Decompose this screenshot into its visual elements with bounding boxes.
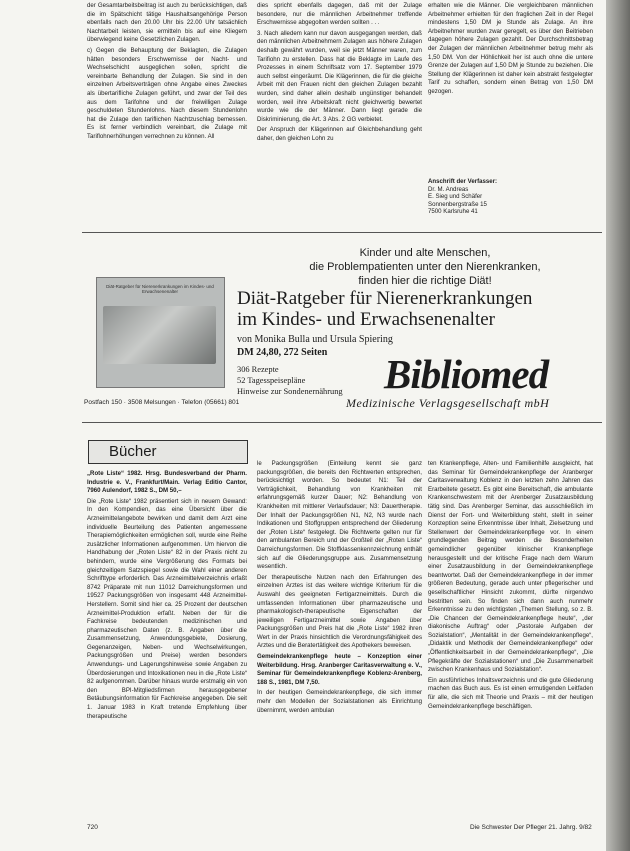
article-paragraph: dies spricht ebenfalls dagegen, daß mit der Zulage besondere, nur die männlichen Arbeitnehmer treffende Erschwernisse abgegolten werden sollten . . . xyxy=(257,2,422,27)
article-paragraph: c) Gegen die Behauptung der Beklagten, die Zulagen hätten besonders Erschwernisse der Nacht- und Wechselschicht ausgeglichen sollen, spricht die vereinbarte Behandlung der Zulagen. Sie sind in den einzelnen Arbeitsverträgen ohne Angabe eines Zweckes als übertarifliche Zulagen geführt, und zwar der Teil des aus dem Tarifohne und der freiwilligen Zulage geschuldeten Stundenlohns. Nach diesem Stundenlohn hat die Zulage den tariflichen Nachtzuschlag bemessen. Es ist ferner verbindlich vereinbart, die Zulage mit Tariflohnerhöhungen verrechnen zu können. All xyxy=(87,46,247,140)
book-features xyxy=(237,364,343,397)
address-line: E. Sieg und Schäfer xyxy=(428,193,483,200)
author-address xyxy=(428,178,588,216)
article-column-2 xyxy=(257,2,422,230)
section-title: Bücher xyxy=(109,443,157,460)
article-paragraph: der Gesamtarbeitsbeitrag ist auch zu berücksichtigen, daß die im Spätschicht tätige Haushaltsangehörige Person ebenfalls nach den 20.00 Uhr bis 22.00 Uhr tatsächlich Nachtarbeit leisten, sie ermitteln bis auf eine Kliegem überwiegend keine Gesetzlichen Zulagen. xyxy=(87,2,247,44)
article-paragraph: erhalten wie die Männer. Die vergleichbaren männlichen Arbeitnehmer erhielten für den fraglichen Zeit in der Regel mindestens 1,50 DM je Stunde als Zulage. An ihre Arbeitnehmer wurden zwar geregelt, es über den Beitrieben dagegen höhere Zulagen gezahlt. Der Durchschnittsbetrag der Zulagen der männlichen Arbeitnehmer betrug mehr als 1,50 DM. Von der Höhlichkeit her ist auch ohne die untere Grenze der Zulagen auf 1,50 DM je Stunde zu beziehen. Die Stellung der Klägerinnen ist daher kein abstrakt festgelegter Tarif zu schaffen, sondern einen Betrag von 1,50 DM gezogen. xyxy=(428,2,593,95)
ad-tagline-line: die Problempatienten unter den Nierenkranken, xyxy=(309,261,541,273)
book-authors: von Monika Bulla und Ursula Spiering xyxy=(237,334,393,345)
page-number: 720 xyxy=(87,824,98,831)
book-feature: Hinweise zur Sondenernährung xyxy=(237,387,343,396)
publisher-contact: Postfach 150 · 3508 Melsungen · Telefon (05661) 801 xyxy=(84,399,240,406)
book-cover-title: Diät-Ratgeber für Nierenerkrankungen im Kindes- und Erwachsenenalter xyxy=(106,284,214,294)
article-column-3 xyxy=(428,2,593,177)
publisher-name: Medizinische Verlagsgesellschaft mbH xyxy=(346,396,550,410)
book-feature: 306 Rezepte xyxy=(237,365,279,374)
review-paragraph: Der therapeutische Nutzen nach den Erfahrungen des einzelnen Arztes ist das weitere wichtige Kriterium für die Auswahl des geeigneten Fertigarzneimittels. Durch die umfassenden Informationen über pharmazeutische und pharmakologisch-therapeutische Eigenschaften der jeweiligen Fertigarzneimittel sowie Angaben über Packungsgrößen und Preis hat die „Rote Liste“ 1982 ihren Wert in der Praxis hinsichtlich die Verordnungsfähigkeit des Arztes und die Beratertätigkeit des Apothekers beweisen. xyxy=(257,573,422,650)
review-paragraph: In der heutigen Gemeindekrankenpflege, die sich immer mehr den Modellen der Sozialstationen als Einrichtung übernimmt, werden ambulan xyxy=(257,689,422,714)
address-line: Dr. M. Andreas xyxy=(428,185,469,193)
review-paragraph: le Packungsgrößen (Einteilung kennt sie ganz packungsgrößen, die bereits den Richtwerten entsprechen, berücksichtigt worden. So bedeutet N1: Teil der Verträglichkeit, Behandlung von Krankheiten mit erfahrungsgemäß kurzer Dauer; N2: Behandlung von Krankheiten mit mittlerer Verlaufsdauer; N3: Dauertherapie. Der Inhalt der Packungsgrößen N1, N2, N3 wurde nach Indikationen und Stoffgruppen entsprechend der Gliederung der „Roten Liste“ festgelegt. Die Richtwerte gelten nur für den ambulanten Bereich und der Großteil der „Roten Liste“ Darreichungsformen. Die Stoffklassenkennzeichnung enthält sich auf die Gliederungsgruppe aus. Zusammensetzung wesentlich. xyxy=(257,460,422,571)
ad-tagline-line: finden hier die richtige Diät! xyxy=(358,275,492,287)
section-header xyxy=(88,440,248,464)
running-footer: Die Schwester Der Pfleger 21. Jahrg. 9/82 xyxy=(470,824,592,831)
article-paragraph: 3. Nach alledem kann nur davon ausgegangen werden, daß den männlichen Arbeitnehmern Zulagen aus höhere Zulagen deshalb gewährt wurden, weil sie jetzt Männer waren, zum Tarifiohn zu erstellen. Dass hat die Beklagte im Laufe des Prozesses in einem Schriftsatz vom 17. September 1979 auch selbst eingeräumt. Die Klägerinnen, die für die gleiche Arbeit mit den Frauen nicht den gleichen Zulagen bezahlt wurden, sind daher allein deshalb ungünstiger behandelt worden, weil ihre Arbeitskraft nicht gleichwertig bewertet wurde wie die der Männer. Dann liegt gerade die Diskriminierung, die Art. 3 Abs. 2 GG verbietet. xyxy=(257,29,422,123)
review-heading: „Rote Liste“ 1982. Hrsg. Bundesverband der Pharm. Industrie e. V., Frankfurt/Main. Verlag Editio Cantor, 7960 Aulendorf, 1982 S., DM 50,– xyxy=(87,470,247,495)
reviews-column-3 xyxy=(428,460,593,810)
reviews-column-1 xyxy=(87,470,247,818)
review-paragraph: Ein ausführliches Inhaltsverzeichnis und die gute Gliederung machen das Buch aus. Es ist einen ermutigenden Leitfaden für alle, die sich mit Theorie und Praxis – mit der heutigen Gemeindekrankenpflege beschäftigen. xyxy=(428,676,593,710)
reviews-column-2 xyxy=(257,460,422,818)
book-title-line: im Kindes- und Erwachsenenalter xyxy=(237,309,495,330)
book-cover-illustration xyxy=(103,306,216,364)
book-price: DM 24,80, 272 Seiten xyxy=(237,347,328,358)
divider xyxy=(82,232,602,233)
book-feature: 52 Tagesspeisepläne xyxy=(237,376,306,385)
review-heading: Gemeindekrankenpflege heute – Konzeption einer Weiterbildung. Hrsg. Aranberger Caritasverwaltung e. V., Seminar für Gemeindekrankenpflege Koblenz-Arenberg, 188 S., 1981, DM 7,50. xyxy=(257,653,422,686)
review-paragraph: Die „Rote Liste“ 1982 präsentiert sich in neuem Gewand: In den Kompendien, das eine Übersicht über die Arzneimittelangebote bewirken und damit dem Arzt eine individuelle Beurteilung des Patienten angemessene Therapiemöglichkeiten ermöglichen soll, wurde eine Reihe zusätzlicher Informationen aufgenommen. Um hiervon die Handhabung der „Roten Liste“ 82 in der Praxis nicht zu behindern, wurde eine Vergrößerung des Formats bei gleichzeitigem Satzspiegel sowie die Wahl einer anderen Schrifttype erforderlich. Das Arzneimittelverzeichnis erfaßt 8742 Präparate mit nun 11012 Darreichungsformen und 19527 Packungsgrößen von insgesamt 448 Arzneimittel-Herstellern. Somit sind hier ca. 25 Prozent der deutschen Arzneimittel-Produktion erfaßt. Neben der für die Fachkreise bedeutenden medizinischen und pharmazeutischen Daten (z. B. Angaben über die Zusammensetzung, Anwendungsgebiete, Dosierung, Gegenanzeigen, Neben- und Wechselwirkungen, Packungsgrößen und Preise) werden besonders Anwendungs- und Lagerungshinweise sowie Angaben zu Überdosierungen und Intoxikationen neu in die „Rote Liste“ 82 aufgenommen. Darüber hinaus wurde erstmalig ein von den BPI-Mitgliedsfirmen herausgegebener Betäubungsinformation für Fachkreise angegeben. Die seit 1. Januar 1983 in Kraft tretende Empfehlung über therapeutische xyxy=(87,497,247,720)
review-paragraph: ten Krankenpflege, Alten- und Familienhilfe ausgleicht, hat das Seminar für Gemeindekrankenpflege der Aranberger Caritasverwaltung Koblenz in den letzten zehn Jahren das Erarbeitete gesetzt. Es gibt eine Bereitschaft, die ambulante Krankenschwestern mit der Arenberger Zusatzausbildung tätig sind. Das Arenberger Seminar, das ausschließlich im Dienst der Fort- und Weiterbildung steht, stellt in seiner Konzeption seine Erkenntnisse über Inhalt, Zielsetzung und Stellenwert der Gemeindekrankenpflege vor. In einem grundlegenden Beitrag werden die Besonderheiten gemeindlicher gegenüber klinischer Krankenpflege herausgestellt und der kritische Frage nach dem Warum einer Zusatzausbildung in der Gemeindekrankenpflege beantwortet. Daß der Gemeindekrankenpflege in der immer größeren Bedeutung, gerade auch unter pflegerischer und gesellschaftlicher Hinsicht zukommt, dürfte nirgendwo bestritten sein. So finden sich dann auch nunmehr Erkenntnisse zu den wichtigsten „Themen Stellung, so z. B. „Die Chancen der Gemeindekrankenpflege heute“, „der diakonische Auftrag“ oder „Pastorale Aufgaben der Sozialstation“, „Mentalität in der Gemeindekrankenpflege“, „Didaktik und Methodik der Gemeindekrankenpflege“ oder „Öffentlichkeitsarbeit in der Gemeindekrankenpflege“, „Die Pflegekräfte der Sozialstationen“ und „Die Zusammenarbeit zwischen Krankenhaus und Sozialstation“. xyxy=(428,460,593,674)
address-line: 7500 Karlsruhe 41 xyxy=(428,208,478,215)
book-title xyxy=(237,288,597,330)
address-label: Anschrift der Verfasser: xyxy=(428,178,498,185)
ad-tagline-line: Kinder und alte Menschen, xyxy=(359,247,491,259)
publisher-logo: Bibliomed xyxy=(384,351,549,397)
divider xyxy=(82,422,602,423)
book-cover-image xyxy=(96,277,225,388)
article-paragraph: Der Anspruch der Klägerinnen auf Gleichbehandlung geht daher, den gleichen Lohn zu xyxy=(257,126,422,142)
scan-shadow-edge xyxy=(606,0,630,851)
book-advertisement xyxy=(84,244,596,420)
address-line: Sonnenbergstraße 15 xyxy=(428,200,487,208)
book-title-line: Diät-Ratgeber für Nierenerkrankungen xyxy=(237,288,533,309)
article-column-1 xyxy=(87,2,247,230)
ad-tagline xyxy=(260,246,590,288)
